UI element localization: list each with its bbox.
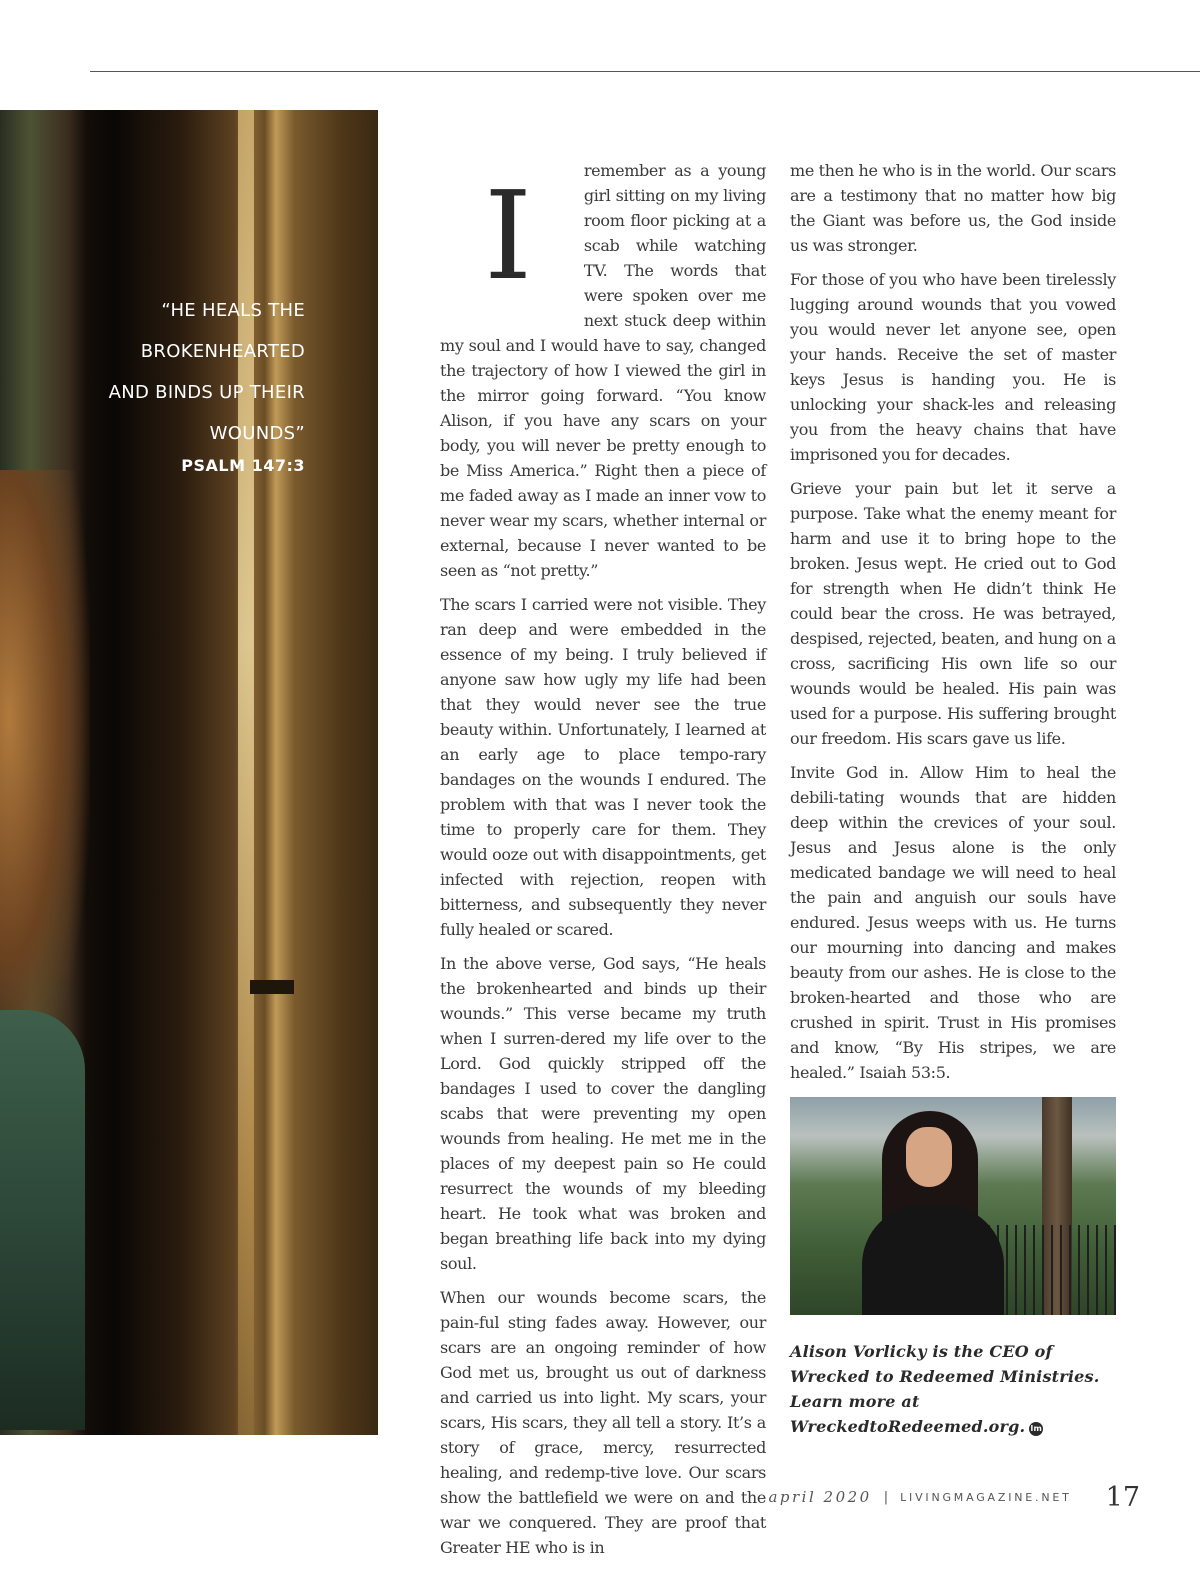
- article-paragraph: The scars I carried were not visible. They ran deep and were embedded in the essence of my being. I truly believed if anyone saw how ugly my life had been that they would never see the true beauty within. Unfortunately, I learned at an early age to place tempo-rary bandages on the wounds I endured. The problem with that was I never took the time to properly care for them. They would ooze out with disappointments, get infected with rejection, reopen with bitterness, and subsequently they never fully healed or scared.: [440, 595, 766, 939]
- author-portrait: [790, 1097, 1116, 1315]
- portrait-face: [906, 1127, 952, 1187]
- article-paragraph: Invite God in. Allow Him to heal the debili-tating wounds that are hidden deep within the crevices of your soul. Jesus and Jesus alone is the only medicated bandage we will need to heal the pain and anguish our souls have endured. Jesus weeps with us. He turns our mourning into dancing and makes beauty from our ashes. He is close to the broken-hearted and those who are crushed in spirit. Trust in His promises and know, “By His stripes, we are healed.” Isaiah 53:5.: [790, 763, 1116, 1082]
- pull-quote-line: AND BINDS UP THEIR: [108, 382, 305, 403]
- page-number: 17: [1105, 1481, 1140, 1513]
- pull-quote-line: WOUNDS”: [209, 423, 305, 444]
- photo-robe-shape: [0, 1010, 85, 1430]
- page-footer: [768, 1482, 1140, 1512]
- issue-date: april 2020: [768, 1488, 872, 1506]
- website-link[interactable]: LIVINGMAGAZINE.NET: [900, 1490, 1072, 1504]
- article-paragraph: When our wounds become scars, the pain-ful sting fades away. However, our scars are an ongoing reminder of how God met us, brought us out of darkness and carried us into light. My scars, your scars, His scars, they all tell a story. It’s a story of grace, mercy, resurrected healing, and redemp-tive love. Our scars show the battlefield we were on and the war we conquered. They are proof that Greater HE who is in: [440, 1288, 766, 1557]
- article-paragraph: [440, 158, 766, 583]
- paragraph-text: remember as a young girl sitting on my living room floor picking at a scab while watching TV. The words that were spoken over me next stuck deep within my soul and I would have to say, changed the trajectory of how I viewed the girl in the mirror going forward. “You know Alison, if you have any scars on your body, you will never be pretty enough to be Miss America.” Right then a piece of me faded away as I made an inner vow to never wear my scars, whether internal or external, because I never wanted to be seen as “not pretty.”: [440, 161, 766, 580]
- photo-hair-shape: [0, 470, 90, 1090]
- caption-text: Alison Vorlicky is the CEO of Wrecked to Redeemed Ministries. Learn more at WreckedtoRedeemed.org.: [790, 1342, 1100, 1436]
- article-paragraph: Grieve your pain but let it serve a purpose. Take what the enemy meant for harm and use it to bring hope to the broken. Jesus wept. He cried out to God for strength when He didn’t think He could bear the cross. He was betrayed, despised, rejected, beaten, and hung on a cross, sacrificing His own life so our wounds would be healed. His pain was used for a purpose. His suffering brought our freedom. His scars gave us life.: [790, 479, 1116, 748]
- magazine-end-mark-icon: lm: [1029, 1422, 1043, 1436]
- article-paragraph: For those of you who have been tirelessly lugging around wounds that you vowed you would never let anyone see, open your hands. Receive the set of master keys Jesus is handing you. He is unlocking your shack-les and releasing you from the heavy chains that have imprisoned you for decades.: [790, 270, 1116, 464]
- pull-quote-line: “HE HEALS THE: [161, 300, 305, 321]
- pull-quote-line: BROKENHEARTED: [140, 341, 305, 362]
- author-bio-caption: [790, 1339, 1116, 1439]
- article-column-2: [790, 158, 1116, 1439]
- portrait-body: [862, 1205, 1004, 1315]
- photo-window-latch: [250, 980, 294, 994]
- drop-cap: I: [484, 165, 532, 307]
- footer-separator: |: [883, 1489, 889, 1505]
- article-paragraph: In the above verse, God says, “He heals the brokenhearted and binds up their wounds.” This verse became my truth when I surren-dered my life over to the Lord. God quickly stripped off the bandages I used to cover the dangling scabs that were preventing my open wounds from healing. He met me in the places of my deepest pain so He could resurrect the wounds of my bleeding heart. He took what was broken and began breathing life back into my dying soul.: [440, 954, 766, 1273]
- article-paragraph: me then he who is in the world. Our scars are a testimony that no matter how big the Giant was before us, the God inside us was stronger.: [790, 161, 1116, 255]
- article-column-1: [440, 158, 766, 1569]
- header-rule: [90, 71, 1200, 72]
- pull-quote: [100, 290, 305, 475]
- pull-quote-reference: PSALM 147:3: [181, 456, 305, 475]
